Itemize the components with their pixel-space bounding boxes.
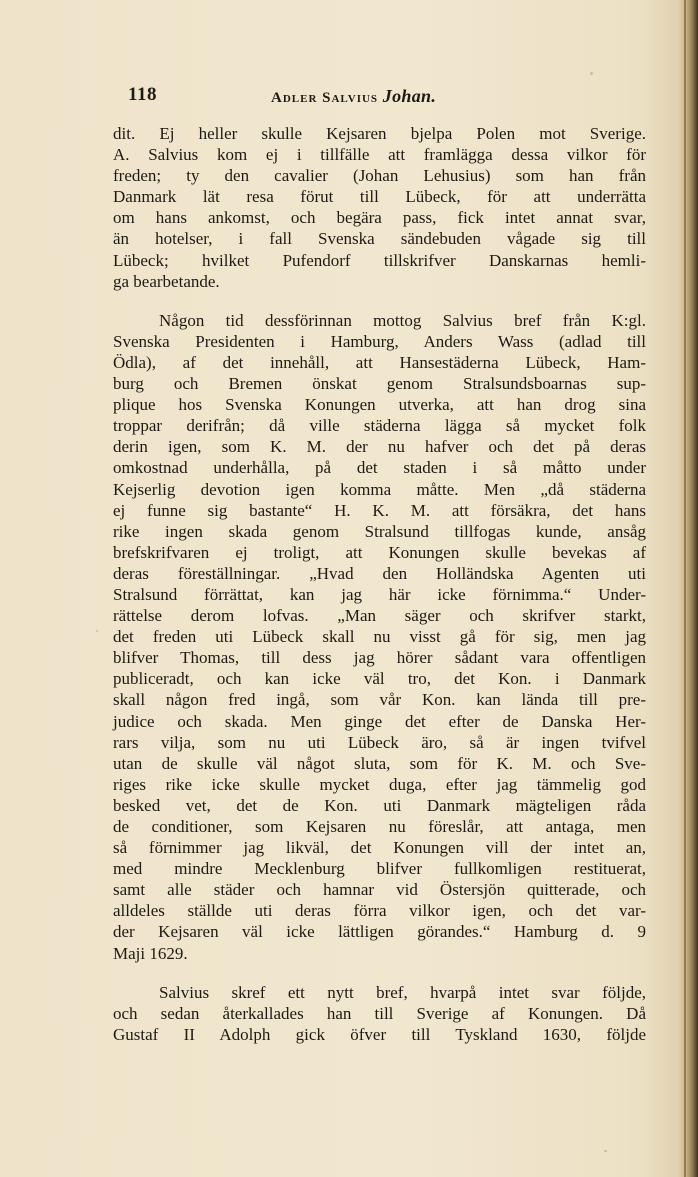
text-line: blifver Thomas, till dess jag hörer sådant vara offentligen <box>113 648 646 668</box>
text-line: troppar derifrån; då ville städerna lägga så mycket folk <box>113 416 646 436</box>
text-line: publiceradt, och kan icke väl tro, det Kon. i Danmark <box>113 669 646 689</box>
text-line: dit. Ej heller skulle Kejsaren bjelpa Polen mot Sverige. <box>113 124 646 143</box>
text-line: Gustaf II Adolph gick öfver till Tyskland 1630, följde <box>113 1024 646 1044</box>
text-line: alldeles ställde uti deras förra vilkor igen, och det var- <box>113 901 646 921</box>
text-line: om hans ankomst, och begära pass, fick intet annat svar, <box>113 208 646 228</box>
page-number: 118 <box>128 84 157 105</box>
body-text <box>113 123 646 1045</box>
text-line: Lübeck; hvilket Pufendorf tillskrifver Danskarnas hemli- <box>113 250 646 270</box>
page-edge-line <box>684 0 686 1177</box>
text-line: ej funne sig bastante“ H. K. M. att försäkra, det hans <box>113 500 646 520</box>
text-line: Stralsund förrättat, kan jag här icke förnimma.“ Under- <box>113 584 646 604</box>
text-line: de conditioner, som Kejsaren nu föreslår, att antaga, men <box>113 817 646 836</box>
text-line: Maji 1629. <box>113 943 188 963</box>
page-edge-shadow <box>676 0 698 1177</box>
text-line: Kejserlig devotion igen komma måtte. Men „då städerna <box>113 479 646 499</box>
text-line: brefskrifvaren ej troligt, att Konungen skulle bevekas af <box>113 542 646 562</box>
paper-speck <box>604 1150 607 1152</box>
text-line: plique hos Svenska Konungen utverka, att han drog sina <box>113 395 646 415</box>
text-line: besked vet, det de Kon. uti Danmark mägteligen råda <box>113 795 646 815</box>
text-line: riges rike icke skulle mycket duga, efter jag tämmelig god <box>113 774 646 794</box>
text-line: så förnimmer jag likväl, det Konungen vill der intet an, <box>113 838 646 858</box>
text-line: A. Salvius kom ej i tillfälle att framlägga dessa vilkor för <box>113 145 646 165</box>
text-line: utan de skulle väl något sluta, som för K. M. och Sve- <box>113 753 646 773</box>
paper-speck <box>96 630 98 632</box>
text-line: och sedan återkallades han till Sverige af Konungen. Då <box>113 1003 646 1023</box>
text-line: Någon tid dessförinnan mottog Salvius bref från K:gl. <box>159 310 646 330</box>
running-head-given-name: Johan. <box>382 86 437 106</box>
text-line: derin igen, som K. M. der nu hafver och det på deras <box>113 437 646 457</box>
paper-speck <box>590 72 593 75</box>
text-line: med mindre Mecklenburg blifver fullkomligen restituerat, <box>113 859 646 879</box>
text-line: omkostnad underhålla, på det staden i så måtto under <box>113 458 646 478</box>
text-line: der Kejsaren väl icke lättligen görandes.“ Hamburg d. 9 <box>113 922 646 942</box>
text-line: Danmark lät resa förut till Lübeck, för att underrätta <box>113 187 646 207</box>
running-head-name: Adler Salvius <box>271 90 379 106</box>
text-line: rättelse derom lofvas. „Man säger och skrifver starkt, <box>113 606 646 626</box>
text-line: Ödla), af det innehåll, att Hansestäderna Lübeck, Ham- <box>113 352 646 372</box>
text-line: Salvius skref ett nytt bref, hvarpå intet svar följde, <box>159 982 646 1002</box>
text-line: judice och skada. Men ginge det efter de Danska Her- <box>113 711 646 731</box>
running-head <box>271 86 436 107</box>
text-line: freden; ty den cavalier (Johan Lehusius) som han från <box>113 166 646 186</box>
paragraph-2 <box>113 310 646 964</box>
text-line: ga bearbetande. <box>113 271 220 291</box>
text-line: rars vilja, som nu uti Lübeck äro, så är ingen tvifvel <box>113 732 646 752</box>
text-line: deras föreställningar. „Hvad den Holländska Agenten uti <box>113 563 646 583</box>
paragraph-1 <box>113 123 646 292</box>
text-line: skall någon fred ingå, som vår Kon. kan lända till pre- <box>113 690 646 710</box>
text-line: det freden uti Lübeck skall nu visst gå för sig, men jag <box>113 627 646 647</box>
text-line: Svenska Presidenten i Hamburg, Anders Wass (adlad till <box>113 331 646 351</box>
text-line: samt alle städer och hamnar vid Östersjön quitterade, och <box>113 880 646 900</box>
text-line: burg och Bremen önskat genom Stralsundsboarnas sup- <box>113 374 646 394</box>
page-header <box>128 84 488 110</box>
text-line: rike ingen skada genom Stralsund tillfogas kunde, ansåg <box>113 521 646 541</box>
paragraph-3 <box>113 982 646 1045</box>
text-line: än hotelser, i fall Svenska sändebuden vågade sig till <box>113 229 646 249</box>
